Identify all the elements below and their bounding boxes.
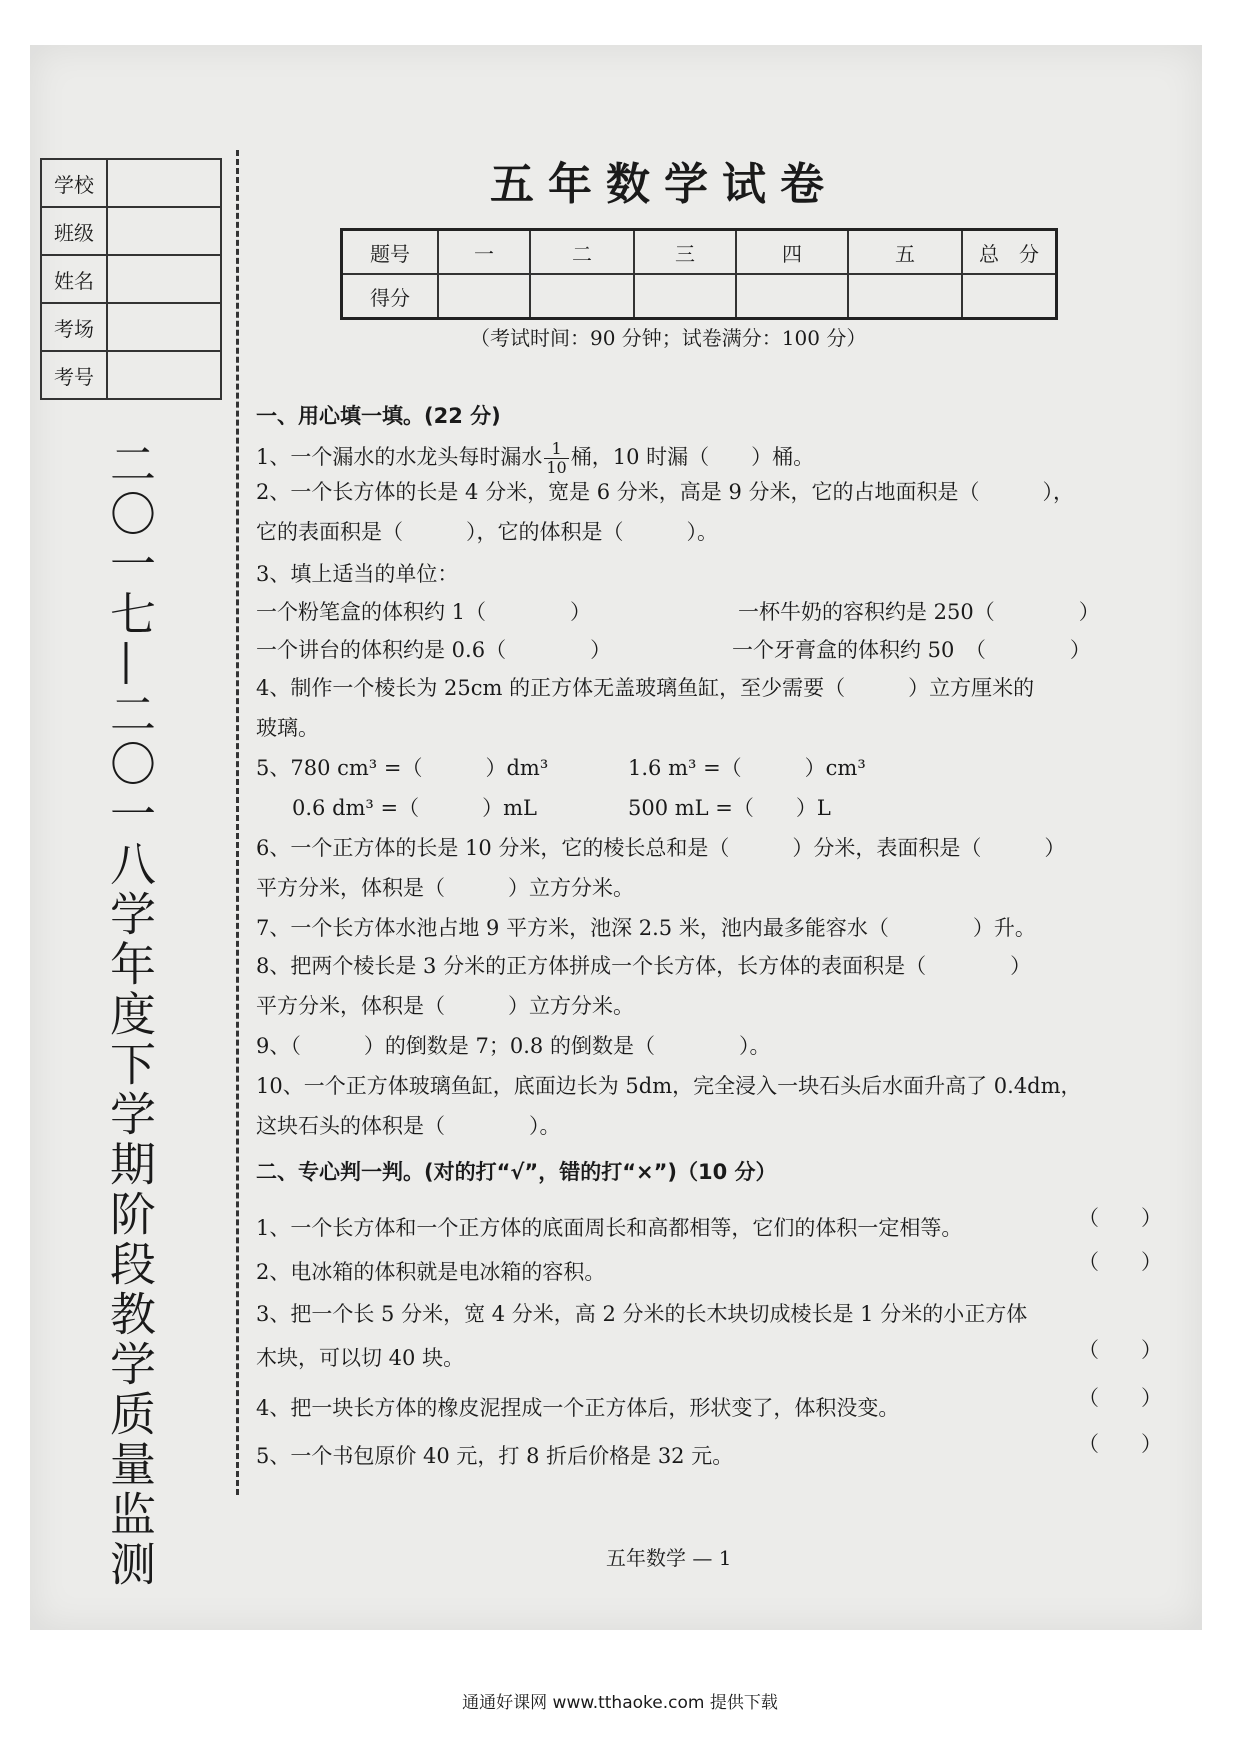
question-2-4: 4、把一块长方体的橡皮泥捏成一个正方体后，形状变了，体积没变。 [256,1396,900,1420]
download-watermark: 通通好课网 www.tthaoke.com 提供下载 [462,1693,778,1713]
question-1-10-line2: 这块石头的体积是（ ）。 [256,1114,561,1138]
question-1-10-line1: 10、一个正方体玻璃鱼缸，底面边长为 5dm，完全浸入一块石头后水面升高了 0.4dm， [256,1074,1082,1098]
q1-text-before: 1、一个漏水的水龙头每时漏水 [256,445,543,469]
question-1-1 [256,440,814,477]
answer-paren-2-5[interactable]: （ ） [1078,1432,1162,1456]
fraction [544,440,568,477]
question-1-7: 7、一个长方体水池占地 9 平方米，池深 2.5 米，池内最多能容水（ ）升。 [256,916,1036,940]
exam-number-label: 考号 [41,351,107,399]
question-2-5: 5、一个书包原价 40 元，打 8 折后价格是 32 元。 [256,1444,734,1468]
school-field[interactable] [107,159,221,207]
question-2-1: 1、一个长方体和一个正方体的底面周长和高都相等，它们的体积一定相等。 [256,1216,963,1240]
question-1-5d: 500 mL =（ ）L [628,796,831,820]
question-1-5b: 1.6 m³ =（ ）cm³ [628,756,866,780]
score-cell-total[interactable] [962,274,1057,319]
question-1-3b: 一杯牛奶的容积约是 250（ ） [738,600,1100,624]
answer-paren-2-2[interactable]: （ ） [1078,1250,1162,1274]
score-header-label: 题号 [342,230,439,275]
question-1-9: 9、（ ）的倒数是 7；0.8 的倒数是（ ）。 [256,1034,771,1058]
score-header-total: 总 分 [962,230,1057,275]
section1-heading: 一、用心填一填。(22 分) [256,404,501,428]
question-2-2: 2、电冰箱的体积就是电冰箱的容积。 [256,1260,606,1284]
question-1-8-line1: 8、把两个棱长是 3 分米的正方体拼成一个长方体，长方体的表面积是（ ） [256,954,1032,978]
question-1-3a: 一个粉笔盒的体积约 1（ ） [256,600,592,624]
score-header-1: 一 [438,230,530,275]
score-cell[interactable] [530,274,634,319]
question-1-4-line1: 4、制作一个棱长为 25cm 的正方体无盖玻璃鱼缸，至少需要（ ）立方厘米的 [256,676,1035,700]
question-1-4-line2: 玻璃。 [256,716,319,740]
fraction-denominator: 10 [546,458,567,477]
class-label: 班级 [41,207,107,255]
question-1-5c: 0.6 dm³ =（ ）mL [292,796,537,820]
exam-room-label: 考场 [41,303,107,351]
answer-paren-2-1[interactable]: （ ） [1078,1206,1162,1230]
exam-room-field[interactable] [107,303,221,351]
question-2-3-line1: 3、把一个长 5 分米，宽 4 分米，高 2 分米的长木块切成棱长是 1 分米的小正方体 [256,1302,1028,1326]
page-title: 五年数学试卷 [490,159,838,210]
answer-paren-2-3[interactable]: （ ） [1078,1338,1162,1362]
exam-info: （考试时间：90 分钟；试卷满分：100 分） [470,326,867,350]
question-1-2-line1: 2、一个长方体的长是 4 分米，宽是 6 分米，高是 9 分米，它的占地面积是（ ）， [256,480,1074,504]
score-header-2: 二 [530,230,634,275]
answer-paren-2-4[interactable]: （ ） [1078,1386,1162,1410]
score-header-5: 五 [848,230,962,275]
section2-heading: 二、专心判一判。(对的打“√”，错的打“×”)（10 分） [256,1160,777,1184]
score-header-3: 三 [634,230,736,275]
q1-text-after: 桶，10 时漏（ ）桶。 [570,445,815,469]
question-1-2-line2: 它的表面积是（ ），它的体积是（ ）。 [256,520,718,544]
score-cell[interactable] [848,274,962,319]
student-info-table [40,158,222,400]
binding-dashed-line [236,150,239,1495]
question-1-8-line2: 平方分米，体积是（ ）立方分米。 [256,994,634,1018]
exam-number-field[interactable] [107,351,221,399]
school-label: 学校 [41,159,107,207]
class-field[interactable] [107,207,221,255]
side-title: 二〇一七—二〇一八学年度下学期阶段教学质量监测 [103,440,157,1590]
score-table [340,228,1058,320]
question-1-6-line1: 6、一个正方体的长是 10 分米，它的棱长总和是（ ）分米，表面积是（ ） [256,836,1066,860]
question-1-3c: 一个讲台的体积约是 0.6（ ） [256,638,612,662]
name-field[interactable] [107,255,221,303]
fraction-numerator: 1 [544,440,568,459]
question-1-3d: 一个牙膏盒的体积约 50 （ ） [732,638,1091,662]
question-1-5a: 5、780 cm³ =（ ）dm³ [256,756,549,780]
question-1-6-line2: 平方分米，体积是（ ）立方分米。 [256,876,634,900]
score-header-4: 四 [736,230,848,275]
name-label: 姓名 [41,255,107,303]
score-row-label: 得分 [342,274,439,319]
question-2-3-line2: 木块，可以切 40 块。 [256,1346,465,1370]
score-cell[interactable] [736,274,848,319]
question-1-3-head: 3、填上适当的单位： [256,562,459,586]
score-cell[interactable] [438,274,530,319]
page-footer: 五年数学 — 1 [606,1546,732,1570]
score-cell[interactable] [634,274,736,319]
